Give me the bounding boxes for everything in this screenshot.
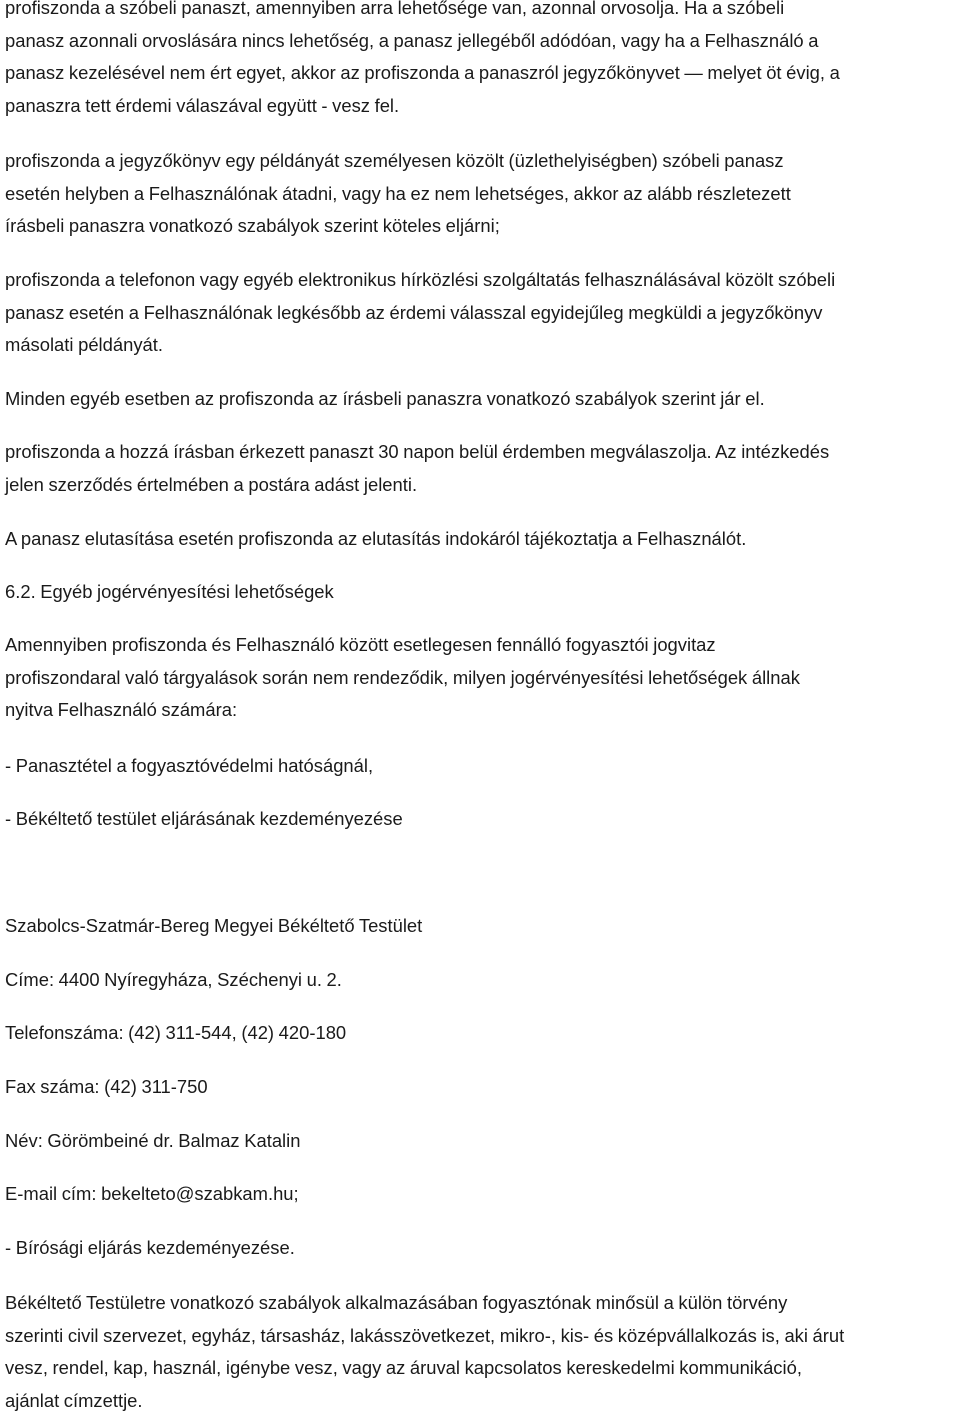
board-phone <box>5 1017 346 1050</box>
text-line: - Békéltető testület eljárásának kezdeményezése <box>5 803 403 836</box>
text-line: - Bírósági eljárás kezdeményezése. <box>5 1232 295 1265</box>
text-line: szerinti civil szervezet, egyház, társasház, lakásszövetkezet, mikro-, kis- és középvállalkozás is, aki árut <box>5 1320 844 1353</box>
text-line: 6.2. Egyéb jogérvényesítési lehetőségek <box>5 576 334 609</box>
text-line: E-mail cím: bekelteto@szabkam.hu; <box>5 1178 299 1211</box>
paragraph-legal-remedies <box>5 629 800 727</box>
list-item-conciliation-board <box>5 803 403 836</box>
text-line: Békéltető Testületre vonatkozó szabályok alkalmazásában fogyasztónak minősül a külön törvény <box>5 1287 844 1320</box>
text-line: Amennyiben profiszonda és Felhasználó között esetlegesen fennálló fogyasztói jogvitaz <box>5 629 800 662</box>
text-line: másolati példányát. <box>5 329 835 362</box>
list-item-consumer-authority <box>5 750 373 783</box>
text-line: profiszondaral való tárgyalások során nem rendeződik, milyen jogérvényesítési lehetőségek állnak <box>5 662 800 695</box>
paragraph-rejection <box>5 523 746 556</box>
paragraph-other-cases <box>5 383 765 416</box>
text-line: profiszonda a telefonon vagy egyéb elektronikus hírközlési szolgáltatás felhasználásával közölt szóbeli <box>5 264 835 297</box>
text-line: Név: Görömbeiné dr. Balmaz Katalin <box>5 1125 300 1158</box>
text-line: Fax száma: (42) 311-750 <box>5 1071 208 1104</box>
board-address <box>5 964 342 997</box>
text-line: Címe: 4400 Nyíregyháza, Széchenyi u. 2. <box>5 964 342 997</box>
text-line: panaszra tett érdemi válaszával együtt - vesz fel. <box>5 90 840 123</box>
text-line: esetén helyben a Felhasználónak átadni, vagy ha ez nem lehetséges, akkor az alább részletezett <box>5 178 791 211</box>
text-line: A panasz elutasítása esetén profiszonda az elutasítás indokáról tájékoztatja a Felhasználót. <box>5 523 746 556</box>
paragraph-written-response <box>5 436 829 501</box>
text-line: vesz, rendel, kap, használ, igénybe vesz, vagy az áruval kapcsolatos kereskedelmi kommunikáció, <box>5 1352 844 1385</box>
text-line: nyitva Felhasználó számára: <box>5 694 800 727</box>
board-name <box>5 910 422 943</box>
text-line: - Panasztétel a fogyasztóvédelmi hatóságnál, <box>5 750 373 783</box>
text-line: írásbeli panaszra vonatkozó szabályok szerint köteles eljárni; <box>5 210 791 243</box>
board-contact-name <box>5 1125 300 1158</box>
text-line: profiszonda a hozzá írásban érkezett panaszt 30 napon belül érdemben megválaszolja. Az intézkedés <box>5 436 829 469</box>
board-email <box>5 1178 299 1211</box>
list-item-court-proceedings <box>5 1232 295 1265</box>
text-line: profiszonda a szóbeli panaszt, amennyiben arra lehetősége van, azonnal orvosolja. Ha a szóbeli <box>5 0 840 25</box>
paragraph-oral-complaint-handling <box>5 0 840 122</box>
section-heading <box>5 576 334 609</box>
text-line: Szabolcs-Szatmár-Bereg Megyei Békéltető Testület <box>5 910 422 943</box>
text-line: panasz azonnali orvoslására nincs lehetőség, a panasz jellegéből adódóan, vagy ha a Felhasználó a <box>5 25 840 58</box>
paragraph-minutes-in-person <box>5 145 791 243</box>
text-line: profiszonda a jegyzőkönyv egy példányát személyesen közölt (üzlethelyiségben) szóbeli panasz <box>5 145 791 178</box>
paragraph-minutes-telephone <box>5 264 835 362</box>
text-line: panasz kezelésével nem ért egyet, akkor az profiszonda a panaszról jegyzőkönyvet — melyet öt évig, a <box>5 57 840 90</box>
text-line: jelen szerződés értelmében a postára adást jelenti. <box>5 469 829 502</box>
text-line: Minden egyéb esetben az profiszonda az írásbeli panaszra vonatkozó szabályok szerint jár el. <box>5 383 765 416</box>
text-line: panasz esetén a Felhasználónak legkésőbb az érdemi válasszal egyidejűleg megküldi a jegyzőkönyv <box>5 297 835 330</box>
paragraph-consumer-definition <box>5 1287 844 1417</box>
board-fax <box>5 1071 208 1104</box>
text-line: ajánlat címzettje. <box>5 1385 844 1417</box>
text-line: Telefonszáma: (42) 311-544, (42) 420-180 <box>5 1017 346 1050</box>
